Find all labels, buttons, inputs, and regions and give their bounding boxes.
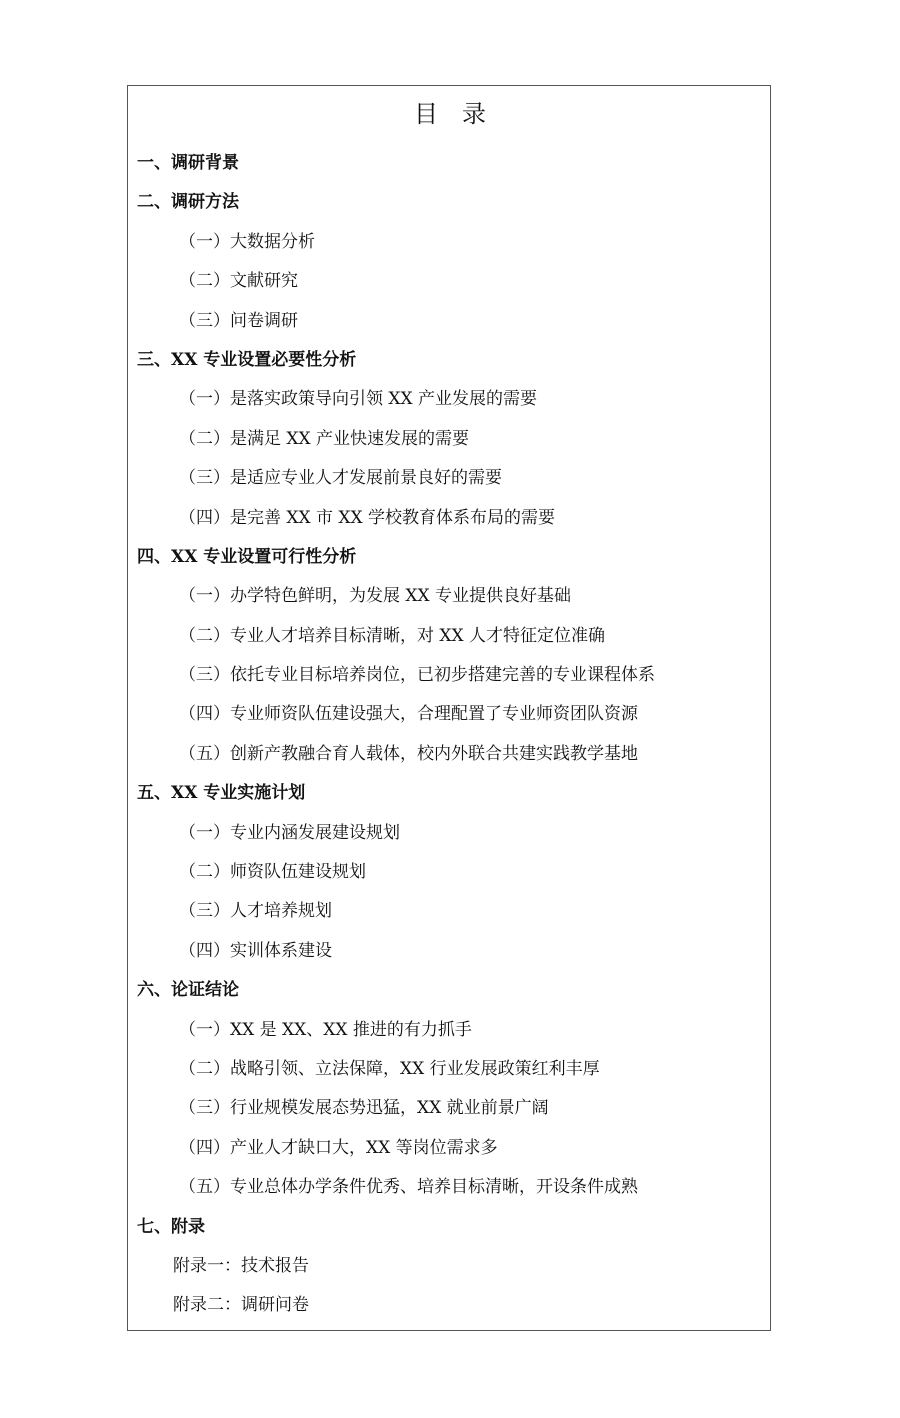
toc-entry-subsection[interactable]: （三）人才培养规划 (179, 901, 332, 922)
toc-entry-section-6[interactable]: 六、论证结论 (137, 980, 239, 1001)
toc-entry-appendix[interactable]: 附录二：调研问卷 (173, 1295, 309, 1316)
toc-entry-subsection[interactable]: （四）实训体系建设 (179, 940, 332, 961)
toc-entry-subsection[interactable]: （三）是适应专业人才发展前景良好的需要 (179, 468, 502, 489)
toc-entry-section-2[interactable]: 二、调研方法 (137, 192, 239, 213)
toc-entry-section-1[interactable]: 一、调研背景 (137, 153, 239, 173)
toc-entry-subsection[interactable]: （二）师资队伍建设规划 (179, 862, 366, 883)
toc-entry-subsection[interactable]: （二）是满足 XX 产业快速发展的需要 (179, 428, 470, 449)
toc-entry-section-5[interactable]: 五、XX 专业实施计划 (137, 783, 306, 804)
toc-entry-section-3[interactable]: 三、XX 专业设置必要性分析 (137, 349, 357, 370)
toc-entry-subsection[interactable]: （三）依托专业目标培养岗位，已初步搭建完善的专业课程体系 (179, 665, 655, 686)
page-title: 目 录 (414, 100, 486, 128)
toc-entry-subsection[interactable]: （一）大数据分析 (179, 231, 315, 252)
toc-entry-section-7[interactable]: 七、附录 (137, 1216, 205, 1237)
toc-entry-subsection[interactable]: （二）专业人才培养目标清晰，对 XX 人才特征定位准确 (179, 625, 606, 646)
toc-entry-appendix[interactable]: 附录一：技术报告 (173, 1255, 309, 1276)
toc-entry-subsection[interactable]: （四）产业人才缺口大，XX 等岗位需求多 (179, 1137, 498, 1158)
toc-entry-subsection[interactable]: （五）创新产教融合育人载体，校内外联合共建实践教学基地 (179, 743, 638, 764)
toc-entry-subsection[interactable]: （一）XX 是 XX、XX 推进的有力抓手 (179, 1019, 472, 1040)
toc-entry-subsection[interactable]: （二）文献研究 (179, 271, 298, 292)
toc-entry-subsection[interactable]: （一）办学特色鲜明，为发展 XX 专业提供良好基础 (179, 586, 572, 607)
toc-entry-subsection[interactable]: （五）专业总体办学条件优秀、培养目标清晰，开设条件成熟 (179, 1177, 638, 1198)
toc-entry-subsection[interactable]: （三）问卷调研 (179, 310, 298, 331)
toc-entry-subsection[interactable]: （三）行业规模发展态势迅猛，XX 就业前景广阔 (179, 1098, 549, 1119)
toc-entry-section-4[interactable]: 四、XX 专业设置可行性分析 (137, 546, 357, 567)
toc-entry-subsection[interactable]: （四）是完善 XX 市 XX 学校教育体系布局的需要 (179, 507, 556, 528)
toc-entry-subsection[interactable]: （一）专业内涵发展建设规划 (179, 822, 400, 843)
toc-entry-subsection[interactable]: （一）是落实政策导向引领 XX 产业发展的需要 (179, 389, 538, 410)
toc-entry-subsection[interactable]: （四）专业师资队伍建设强大，合理配置了专业师资团队资源 (179, 704, 638, 725)
toc-list (137, 144, 767, 1326)
toc-entry-subsection[interactable]: （二）战略引领、立法保障，XX 行业发展政策红利丰厚 (179, 1058, 600, 1079)
